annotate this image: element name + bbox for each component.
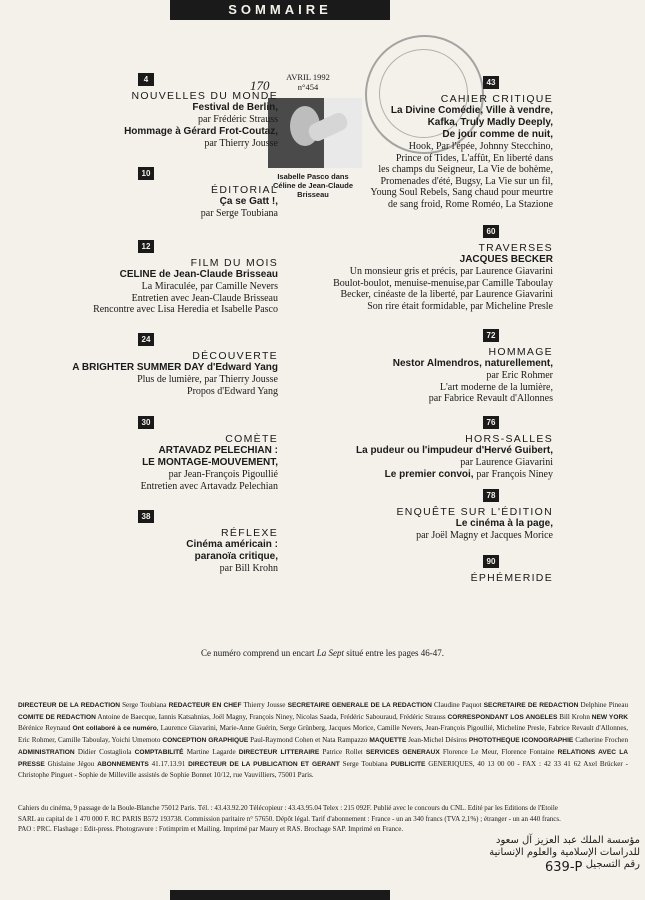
bottom-bar — [170, 890, 390, 900]
entry-line: Rencontre avec Lisa Heredia et Isabelle Pasco — [93, 304, 278, 315]
contents-entry — [0, 416, 278, 492]
caption-line: Isabelle Pasco dans — [277, 172, 349, 181]
staff-names: Bill Krohn — [557, 712, 592, 721]
caption-line: Brisseau — [297, 190, 329, 199]
staff-role: PHOTOTHEQUE ICONOGRAPHIE — [468, 737, 574, 745]
contents-entry — [288, 489, 553, 542]
contents-entry — [0, 240, 278, 316]
publication-info — [18, 803, 628, 835]
section-title: FILM DU MOIS — [190, 257, 278, 269]
entry-line: De jour comme de nuit, — [442, 129, 553, 140]
entry-line: paranoïa critique, — [194, 551, 278, 562]
staff-role: CONCEPTION GRAPHIQUE — [162, 737, 249, 745]
entry-line: les champs du Seigneur, La Vie de bohème, — [378, 164, 553, 175]
staff-names: Catherine Frochen — [573, 736, 628, 745]
section-title: CAHIER CRITIQUE — [440, 93, 553, 105]
entry-line: Entretien avec Artavadz Pelechian — [140, 480, 278, 492]
staff-names: Martine Lagarde — [183, 747, 239, 756]
page-number-badge: 12 — [138, 240, 154, 253]
staff-names: Claudine Paquot — [431, 701, 484, 709]
section-title: DÉCOUVERTE — [192, 350, 278, 362]
sommaire-header-bar: SOMMAIRE — [170, 0, 390, 20]
masthead-staff — [18, 700, 628, 781]
staff-role: REDACTEUR EN CHEF — [168, 702, 242, 709]
section-title: COMÈTE — [225, 433, 278, 445]
entry-line: par Fabrice Revault d'Allonnes — [428, 393, 553, 404]
page-number-badge: 72 — [483, 329, 499, 342]
page-number-badge: 38 — [138, 510, 154, 523]
entry-line: de sang froid, Rome Roméo, La Stazione — [388, 198, 553, 210]
entry-line: La Miraculée, par Camille Nevers — [141, 281, 278, 292]
page-number-badge: 4 — [138, 73, 154, 86]
entry-line: Plus de lumière, par Thierry Jousse — [137, 374, 278, 385]
section-title: ENQUÊTE SUR L'ÉDITION — [396, 506, 553, 518]
entry-line: Promenades d'été, Bugsy, La Vie sur un fil, — [380, 175, 553, 187]
caption-line: Céline de Jean-Claude — [272, 181, 354, 190]
entry-line: ARTAVADZ PELECHIAN : — [158, 445, 278, 456]
staff-role: CORRESPONDANT LOS ANGELES — [447, 713, 558, 721]
staff-role: PUBLICITE — [390, 760, 426, 768]
contents-entry — [288, 225, 553, 312]
arabic-library-stamp: مؤسسة الملك عبد العزيز آل سعود للدراسات الإسلامية والعلوم الإنسانية رقم التسجيل — [489, 835, 640, 870]
page-number-badge: 90 — [483, 555, 499, 568]
staff-names: Thierry Jousse — [241, 701, 288, 709]
entry-line: Boulot-boulot, menuise-menuise,par Camille Taboulay — [333, 277, 553, 289]
entry-line: Entretien avec Jean-Claude Brisseau — [131, 292, 278, 304]
contents-entry — [288, 416, 553, 481]
entry-line: par Laurence Giavarini — [460, 457, 553, 468]
staff-names: 41.17.13.91 — [148, 759, 189, 768]
entry-line: Son rire était formidable, par Micheline Presle — [367, 300, 553, 312]
staff-role: DIRECTEUR DE LA PUBLICATION ET GERANT — [188, 760, 340, 768]
staff-names: Antoine de Baecque, Iannis Katsahnias, Joël Magny, François Niney, Nicolas Saada, Frédéric Sabouraud, Frédéric Strauss — [95, 712, 448, 721]
staff-names: , Laurence Giavarini, Marie-Anne Guérin, Serge Grünberg, Jacques Morice, Camille Nevers, Jean-François Pigoullié, Micheline Presle, Fabrice Revault d'Allonnes, Eric Rohmer, Camille Taboulay, Yoichi Umemoto — [18, 724, 629, 745]
entry-line: Hook, Par l'épée, Johnny Stecchino, — [408, 141, 553, 152]
page-number-badge: 78 — [483, 489, 499, 502]
contents-entry — [0, 510, 278, 575]
contents-entry — [288, 76, 553, 210]
section-title: RÉFLEXE — [221, 527, 278, 539]
entry-line: Un monsieur gris et précis, par Laurence Giavarini — [349, 266, 553, 277]
info-line: PAO : PRC. Flashage : Edit-press. Photogravure : Fotimprim et Mailing. Imprimé par Maury et RAS. Brochage SAP. Imprimé en France. — [18, 825, 404, 833]
entry-line: Nestor Almendros, naturellement, — [392, 358, 553, 369]
staff-names: GENERIQUES, 40 13 00 00 - FAX : 42 33 41 62 Axel Brücker - Christophe Pinguet - Sophie de Milleville assistés de Sophie Bonnet 10/12, rue Vauvilliers, 75001 Paris. — [18, 759, 628, 780]
entry-line: Hommage à Gérard Frot-Coutaz, — [124, 125, 278, 137]
entry-line: La pudeur ou l'impudeur d'Hervé Guibert, — [356, 445, 553, 456]
staff-role: NEW YORK — [591, 713, 628, 721]
section-title: TRAVERSES — [478, 242, 553, 254]
entry-line: par Jean-François Pigoullié — [168, 469, 278, 480]
entry-line: La Divine Comédie, Ville à vendre, — [390, 105, 553, 116]
section-title: ÉPHÉMERIDE — [470, 572, 553, 584]
entry-line: JACQUES BECKER — [459, 254, 553, 265]
entry-line: par Joël Magny et Jacques Morice — [416, 530, 553, 541]
staff-role: DIRECTEUR LITTERAIRE — [238, 748, 320, 756]
entry-line: Le premier convoi, par François Niney — [384, 468, 553, 480]
entry-line: L'art moderne de la lumière, — [439, 381, 553, 393]
entry-line: CELINE de Jean-Claude Brisseau — [119, 269, 278, 280]
staff-role: ADMINISTRATION — [18, 748, 75, 756]
contents-entry — [288, 555, 553, 584]
issue-date: AVRIL 1992 — [286, 72, 330, 82]
entry-line: Festival de Berlin, — [192, 102, 278, 113]
section-title: NOUVELLES DU MONDE — [131, 90, 278, 102]
entry-line: Le cinéma à la page, — [455, 518, 553, 529]
entry-line: A BRIGHTER SUMMER DAY d'Edward Yang — [72, 362, 278, 373]
staff-names: Florence Le Meur, Florence Fontaine — [439, 747, 558, 756]
entry-line: par Bill Krohn — [219, 563, 278, 574]
contents-entry — [288, 329, 553, 405]
staff-names: Ghislaine Jégou — [44, 759, 98, 768]
entry-line: LE MONTAGE-MOUVEMENT, — [142, 457, 278, 468]
staff-role: MAQUETTE — [369, 737, 407, 745]
contents-entry — [0, 73, 278, 149]
staff-role: COMITE DE REDACTION — [18, 713, 96, 721]
staff-role: SECRETAIRE GENERALE DE LA REDACTION — [287, 702, 432, 709]
entry-line: Prince of Tides, L'affût, En liberté dans — [395, 152, 553, 164]
staff-role: Ont collaboré à ce numéro — [72, 725, 157, 733]
section-title: HOMMAGE — [488, 346, 553, 358]
section-title: HORS-SALLES — [465, 433, 553, 445]
entry-line: Cinéma américain : — [186, 539, 278, 550]
staff-names: Serge Toubiana — [119, 701, 169, 709]
entry-line: Propos d'Edward Yang — [187, 385, 278, 397]
entry-line: par Eric Rohmer — [486, 370, 553, 381]
contents-entry — [0, 167, 278, 220]
staff-names: Didier Costagliola — [74, 747, 135, 756]
page-number-badge: 60 — [483, 225, 499, 238]
handwritten-number: 170 — [250, 78, 270, 93]
entry-line: par Thierry Jousse — [204, 137, 278, 149]
staff-role: SERVICES GENERAUX — [365, 748, 440, 756]
staff-role: COMPTABILITÉ — [134, 748, 184, 756]
entry-line: Ça se Gatt !, — [219, 196, 278, 207]
entry-line: par Frédéric Strauss — [198, 114, 278, 125]
staff-names: Jean-Michel Désiros — [406, 736, 469, 745]
page-number-badge: 10 — [138, 167, 154, 180]
issue-number: n°454 — [297, 82, 319, 92]
staff-role: DIRECTEUR DE LA REDACTION — [18, 702, 120, 709]
info-line: SARL au capital de 1 470 000 F. RC PARIS B572 193738. Commission paritaire n° 57650. Dépôt légal. Tarif d'abonnement : France - un an 340 francs (TVA 2,1%) ; étranger - un an 440 francs. — [18, 814, 561, 823]
staff-names: Patrice Rollet — [319, 747, 366, 756]
entry-line: Becker, cinéaste de la liberté, par Laurence Giavarini — [340, 289, 553, 300]
staff-names: Delphine Pineau — [578, 701, 629, 709]
staff-role: ABONNEMENTS — [97, 760, 149, 768]
staff-names: Paul-Raymond Cohen et Nata Rampazzo — [248, 736, 370, 745]
staff-role: RELATIONS AVEC LA PRESSE — [18, 748, 629, 768]
page-number-badge: 76 — [483, 416, 499, 429]
page-number-badge: 43 — [483, 76, 499, 89]
info-line: Cahiers du cinéma, 9 passage de la Boule-Blanche 75012 Paris. Tél. : 43.43.92.20 Télécopieur : 43.43.95.04 Telex : 215 092F. Publié avec le concours du CNL. Edité par les Editions de l'Etoile — [18, 804, 558, 812]
entry-line: par Serge Toubiana — [200, 208, 278, 219]
staff-names: Serge Toubiana — [339, 759, 391, 768]
handwritten-code: 639-P — [545, 860, 583, 875]
staff-names: Bérénice Reynaud — [18, 724, 73, 733]
insert-note: Ce numéro comprend un encart La Sept situé entre les pages 46-47. — [201, 648, 444, 658]
page-number-badge: 24 — [138, 333, 154, 346]
section-title: ÉDITORIAL — [211, 184, 278, 196]
entry-line: Kafka, Truly Madly Deeply, — [427, 117, 553, 128]
entry-line: Young Soul Rebels, Sang chaud pour meurtre — [370, 187, 553, 198]
staff-role: SECRETAIRE DE REDACTION — [483, 702, 579, 709]
contents-entry — [0, 333, 278, 397]
page-number-badge: 30 — [138, 416, 154, 429]
